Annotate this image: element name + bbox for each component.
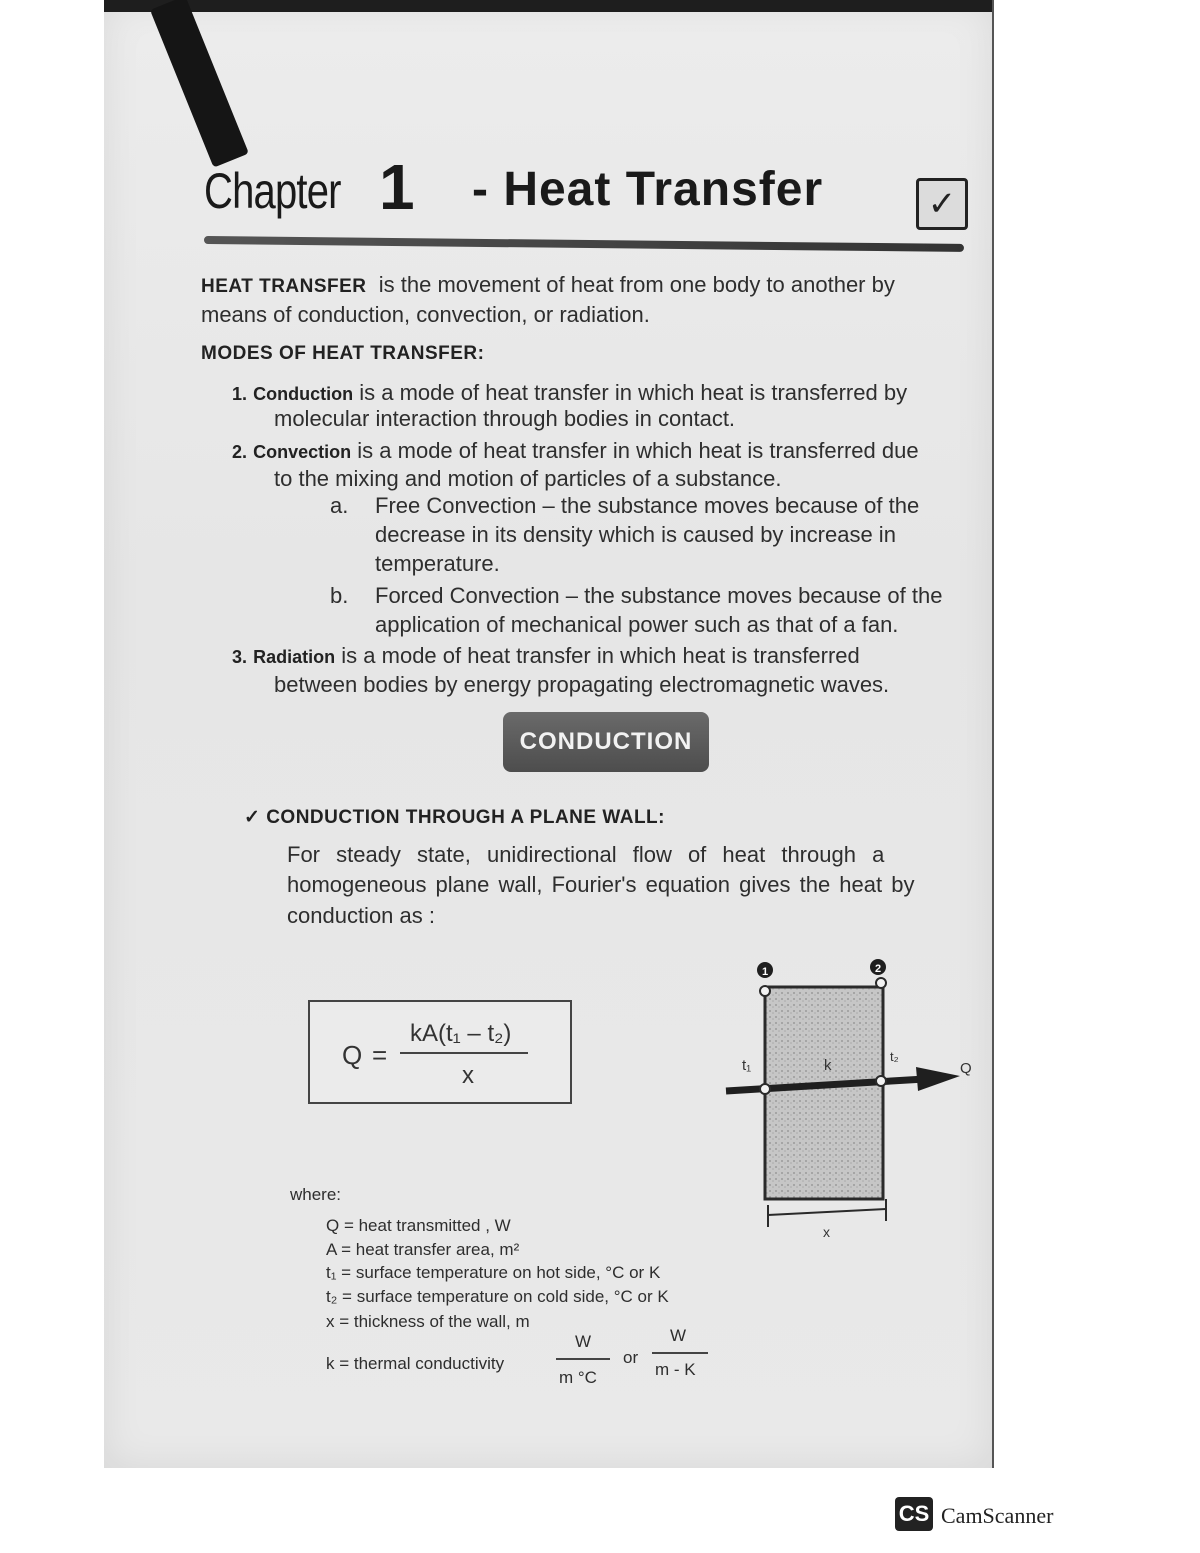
mode-2b-line-2: application of mechanical power such as that of a fan. <box>375 612 899 637</box>
mode-3-line-2: between bodies by energy propagating electromagnetic waves. <box>274 672 890 697</box>
camscanner-text: CamScanner <box>941 1503 1054 1528</box>
cold-side-point <box>876 1076 886 1086</box>
mode-1-number: 1. <box>232 384 248 404</box>
plane-wall-diagram <box>720 955 980 1245</box>
thickness-dimension-line <box>768 1209 886 1215</box>
heat-flow-arrowhead <box>916 1067 960 1091</box>
wall-rectangle <box>765 987 883 1199</box>
plane-wall-line-1: For steady state, unidirectional flow of heat through a <box>287 842 885 867</box>
unit-1-denominator: m °C <box>559 1368 597 1387</box>
where-row-t2: t₂ = surface temperature on cold side, °C or K <box>326 1287 669 1306</box>
checkmark-book-icon: ✓ <box>916 178 968 230</box>
mode-1-text-1: is a mode of heat transfer in which heat is transferred by <box>359 380 908 405</box>
intro-line-1 <box>201 272 895 298</box>
intro-term: HEAT TRANSFER <box>201 276 367 297</box>
plane-wall-line-3: conduction as : <box>287 903 435 928</box>
mode-2-term: Convection <box>253 442 352 462</box>
q-label: Q <box>960 1060 972 1077</box>
mode-2-number: 2. <box>232 442 248 462</box>
where-row-k: k = thermal conductivity <box>326 1354 505 1373</box>
mode-3-number: 3. <box>232 647 248 667</box>
plane-wall-heading: ✓ CONDUCTION THROUGH A PLANE WALL: <box>244 807 665 828</box>
marker-2-label: 2 <box>874 963 882 975</box>
mode-2a-line-3: temperature. <box>375 551 500 576</box>
where-row-x: x = thickness of the wall, m <box>326 1312 530 1331</box>
t2-label: t₂ <box>890 1049 899 1064</box>
t1-label: t₁ <box>742 1057 752 1074</box>
mode-2a-line-1: Free Convection – the substance moves because of the <box>375 493 920 518</box>
conduction-section-badge: CONDUCTION <box>503 712 709 772</box>
chapter-title <box>204 151 824 223</box>
where-row-q: Q = heat transmitted , W <box>326 1216 511 1235</box>
unit-2-fraction-bar <box>652 1352 708 1354</box>
mode-2b-letter: b. <box>330 583 349 608</box>
where-row-a: A = heat transfer area, m² <box>326 1240 520 1259</box>
mode-1-line-1 <box>232 380 907 406</box>
unit-2-numerator: W <box>670 1326 687 1345</box>
formula-fraction-bar <box>400 1052 528 1054</box>
marker-1-label: 1 <box>761 966 769 978</box>
plane-wall-line-2: homogeneous plane wall, Fourier's equation gives the heat by <box>287 872 915 897</box>
unit-1-numerator: W <box>575 1332 592 1351</box>
unit-or: or <box>623 1348 639 1367</box>
surface-point-2 <box>876 978 886 988</box>
k-label: k <box>824 1057 832 1074</box>
mode-2-text-1: is a mode of heat transfer in which heat is transferred due <box>357 438 919 463</box>
where-row-t1: t₁ = surface temperature on hot side, °C or K <box>326 1263 661 1282</box>
mode-2-line-2: to the mixing and motion of particles of a substance. <box>274 466 782 491</box>
mode-2a-line-2: decrease in its density which is caused by increase in <box>375 522 896 547</box>
hot-side-point <box>760 1084 770 1094</box>
mode-1-line-2: molecular interaction through bodies in contact. <box>274 406 736 431</box>
mode-2a-letter: a. <box>330 493 349 518</box>
mode-3-line-1 <box>232 643 860 669</box>
chapter-number: 1 <box>379 151 415 223</box>
camscanner-logo: CS <box>895 1497 933 1531</box>
formula-numerator: kA(t₁ – t₂) <box>410 1020 512 1047</box>
intro-line-2: means of conduction, convection, or radiation. <box>201 302 650 327</box>
unit-2-denominator: m - K <box>655 1360 696 1379</box>
intro-text-1: is the movement of heat from one body to another by <box>378 272 895 297</box>
chapter-word: Chapter <box>204 163 341 219</box>
mode-2-line-1 <box>232 438 919 464</box>
x-dimension-label: x <box>823 1224 830 1240</box>
mode-2b-line-1: Forced Convection – the substance moves because of the <box>375 583 943 608</box>
mode-3-text-1: is a mode of heat transfer in which heat is transferred <box>341 643 860 668</box>
page-top-edge <box>104 0 992 12</box>
mode-1-term: Conduction <box>253 384 354 404</box>
mode-3-term: Radiation <box>253 647 336 667</box>
formula-denominator: x <box>462 1062 474 1089</box>
formula-lhs: Q <box>342 1040 363 1070</box>
modes-heading: MODES OF HEAT TRANSFER: <box>201 343 485 364</box>
chapter-subtitle: - Heat Transfer <box>472 163 824 216</box>
unit-1-fraction-bar <box>556 1358 610 1360</box>
surface-point-1 <box>760 986 770 996</box>
formula-equals: = <box>372 1040 388 1070</box>
where-label: where: <box>290 1185 342 1204</box>
